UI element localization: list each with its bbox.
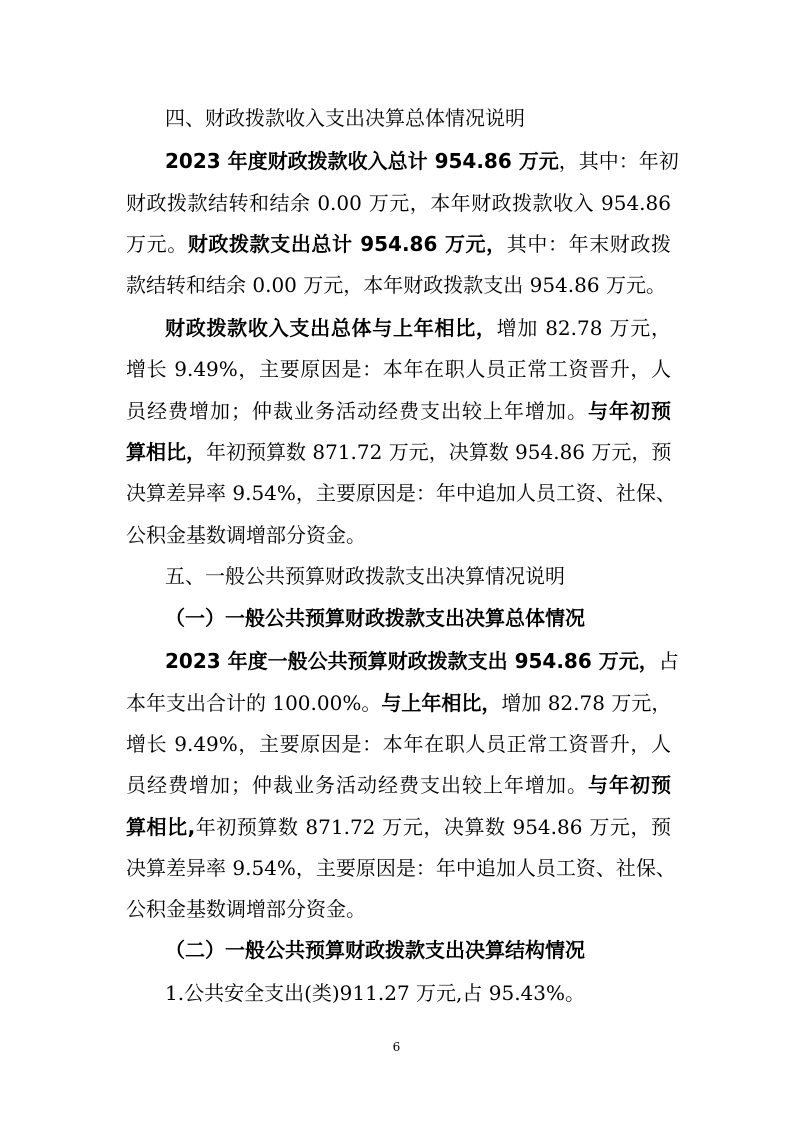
- text: 年初预算数 871.72 万元，决算数 954.86 万元，预: [206, 440, 672, 464]
- paragraph-line: 款结转和结余 0.00 万元，本年财政拨款支出 954.86 万元。: [126, 273, 666, 297]
- subsection-2-heading: （二）一般公共预算财政拨款支出决算结构情况: [165, 938, 585, 962]
- paragraph-line: 决算差异率 9.54%，主要原因是：年中追加人员工资、社保、: [126, 481, 676, 505]
- paragraph-line: [165, 313, 671, 343]
- paragraph-line: 决算差异率 9.54%，主要原因是：年中追加人员工资、社保、: [126, 856, 676, 880]
- paragraph-line: 增长 9.49%，主要原因是：本年在职人员正常工资晋升，人: [126, 732, 671, 756]
- text: 员经费增加；仲裁业务活动经费支出较上年增加。: [126, 773, 588, 797]
- paragraph-line: [126, 812, 671, 842]
- paragraph-line: 公积金基数调增部分资金。: [126, 523, 366, 547]
- paragraph-line: [126, 688, 671, 718]
- section-5-heading: 五、一般公共预算财政拨款支出决算情况说明: [165, 564, 565, 588]
- text: 增加 82.78 万元，: [496, 316, 671, 340]
- text: 年初预算数 871.72 万元，决算数 954.86 万元，预: [195, 815, 671, 839]
- paragraph-line: [126, 437, 671, 467]
- paragraph-line: [126, 229, 671, 259]
- bold-text: 算相比，: [126, 440, 206, 464]
- bold-text: 与年初预: [588, 399, 671, 423]
- text: 员经费增加；仲裁业务活动经费支出较上年增加。: [126, 399, 588, 423]
- list-item: 1.公共安全支出(类)911.27 万元,占 95.43%。: [165, 981, 585, 1005]
- bold-text: 算相比,: [126, 815, 196, 839]
- bold-text: 与年初预: [588, 773, 671, 797]
- paragraph-line: [126, 770, 671, 800]
- paragraph-line: 财政拨款结转和结余 0.00 万元，本年财政拨款收入 954.86: [126, 191, 671, 215]
- text: 增加 82.78 万元，: [501, 691, 672, 715]
- text: 本年支出合计的 100.00%。: [126, 691, 382, 715]
- paragraph-line: 增长 9.49%，主要原因是：本年在职人员正常工资晋升，人: [126, 357, 671, 381]
- paragraph-line: [165, 146, 679, 176]
- text: 万元。: [126, 232, 188, 256]
- section-4-heading: 四、财政拨款收入支出决算总体情况说明: [165, 106, 525, 130]
- subsection-1-heading: （一）一般公共预算财政拨款支出决算总体情况: [165, 606, 585, 630]
- bold-text: 2023 年度财政拨款收入总计 954.86 万元: [165, 149, 559, 173]
- paragraph-line: 公积金基数调增部分资金。: [126, 897, 366, 921]
- text: 占: [658, 649, 679, 673]
- text: 其中：年末财政拨: [506, 232, 672, 256]
- text: ，其中：年初: [558, 149, 679, 173]
- paragraph-line: [126, 396, 671, 426]
- bold-text: 财政拨款支出总计 954.86 万元，: [187, 232, 507, 256]
- bold-text: 财政拨款收入支出总体与上年相比，: [165, 316, 497, 340]
- bold-text: 2023 年度一般公共预算财政拨款支出 954.86 万元，: [165, 649, 659, 673]
- page-number: 6: [392, 1040, 401, 1054]
- paragraph-line: [165, 646, 679, 676]
- bold-text: 与上年相比，: [381, 691, 502, 715]
